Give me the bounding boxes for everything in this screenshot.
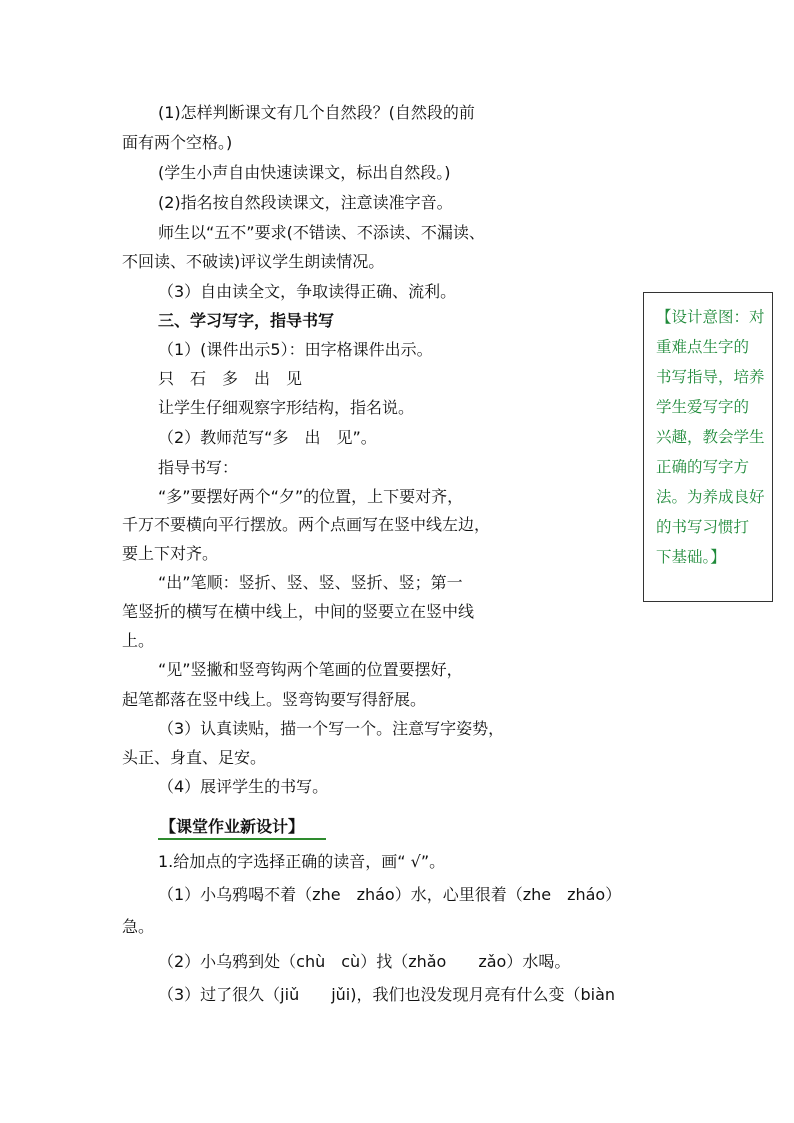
question-item: （3）过了很久（jiǔ jǔi)，我们也没发现月亮有什么变（biàn bbox=[158, 985, 616, 1004]
design-note-line: 重难点生字的 bbox=[656, 338, 750, 356]
text-line: 不回读、不破读)评议学生朗读情况。 bbox=[122, 252, 385, 271]
text-line: 千万不要横向平行摆放。两个点画写在竖中线左边， bbox=[122, 515, 491, 534]
text-line: （3）认真读贴，描一个写一个。注意写字姿势， bbox=[158, 719, 505, 738]
design-note-box bbox=[643, 292, 773, 602]
design-note-line: 学生爱写字的 bbox=[656, 398, 750, 416]
question-item: （2）小乌鸦到处（chù cù）找（zhǎo zǎo）水喝。 bbox=[158, 952, 571, 971]
text-line: “多”要摆好两个“夕”的位置，上下要对齐， bbox=[158, 487, 464, 506]
text-line: 师生以“五不”要求(不错读、不添读、不漏读、 bbox=[158, 223, 485, 242]
text-line: 上。 bbox=[122, 631, 155, 650]
text-line: （4）展评学生的书写。 bbox=[158, 777, 329, 796]
text-line: （1）(课件出示5）：田字格课件出示。 bbox=[158, 340, 433, 359]
design-note-line: 法。为养成良好 bbox=[656, 488, 765, 506]
text-line: 让学生仔细观察字形结构，指名说。 bbox=[158, 398, 415, 417]
text-line: （3）自由读全文，争取读得正确、流利。 bbox=[158, 282, 457, 301]
heading-underline bbox=[158, 838, 326, 840]
text-line: (1)怎样判断课文有几个自然段？(自然段的前 bbox=[158, 103, 475, 122]
design-note-line: 正确的写字方 bbox=[656, 458, 750, 476]
text-line: 要上下对齐。 bbox=[122, 544, 219, 563]
question-item: 急。 bbox=[122, 917, 155, 936]
question-line: 1.给加点的字选择正确的读音，画“ √”。 bbox=[158, 852, 446, 871]
homework-heading: 【课堂作业新设计】 bbox=[160, 817, 305, 836]
text-line: 头正、身直、足安。 bbox=[122, 748, 267, 767]
text-line: 指导书写： bbox=[158, 458, 239, 477]
text-line: (2)指名按自然段读课文，注意读准字音。 bbox=[158, 193, 453, 212]
text-line: 笔竖折的横写在横中线上，中间的竖要立在竖中线 bbox=[122, 602, 475, 621]
question-item: （1）小乌鸦喝不着（zhe zháo）水，心里很着（zhe zháo） bbox=[158, 885, 622, 904]
text-line: “见”竖撇和竖弯钩两个笔画的位置要摆好， bbox=[158, 660, 463, 679]
text-line: （2）教师范写“多 出 见”。 bbox=[158, 428, 377, 447]
text-line: 只 石 多 出 见 bbox=[158, 369, 303, 388]
text-line: “出”笔顺：竖折、竖、竖、竖折、竖；第一 bbox=[158, 573, 463, 592]
text-line: (学生小声自由快速读课文，标出自然段。) bbox=[158, 163, 451, 182]
design-note-line: 【设计意图：对 bbox=[656, 308, 765, 326]
text-line: 面有两个空格。) bbox=[122, 133, 233, 152]
text-line: 起笔都落在竖中线上。竖弯钩要写得舒展。 bbox=[122, 690, 427, 709]
design-note-line: 书写指导，培养 bbox=[656, 368, 765, 386]
design-note-line: 下基础。】 bbox=[656, 548, 726, 566]
design-note-line: 兴趣，教会学生 bbox=[656, 428, 765, 446]
design-note-line: 的书写习惯打 bbox=[656, 518, 750, 536]
section-heading: 三、学习写字，指导书写 bbox=[158, 311, 335, 330]
